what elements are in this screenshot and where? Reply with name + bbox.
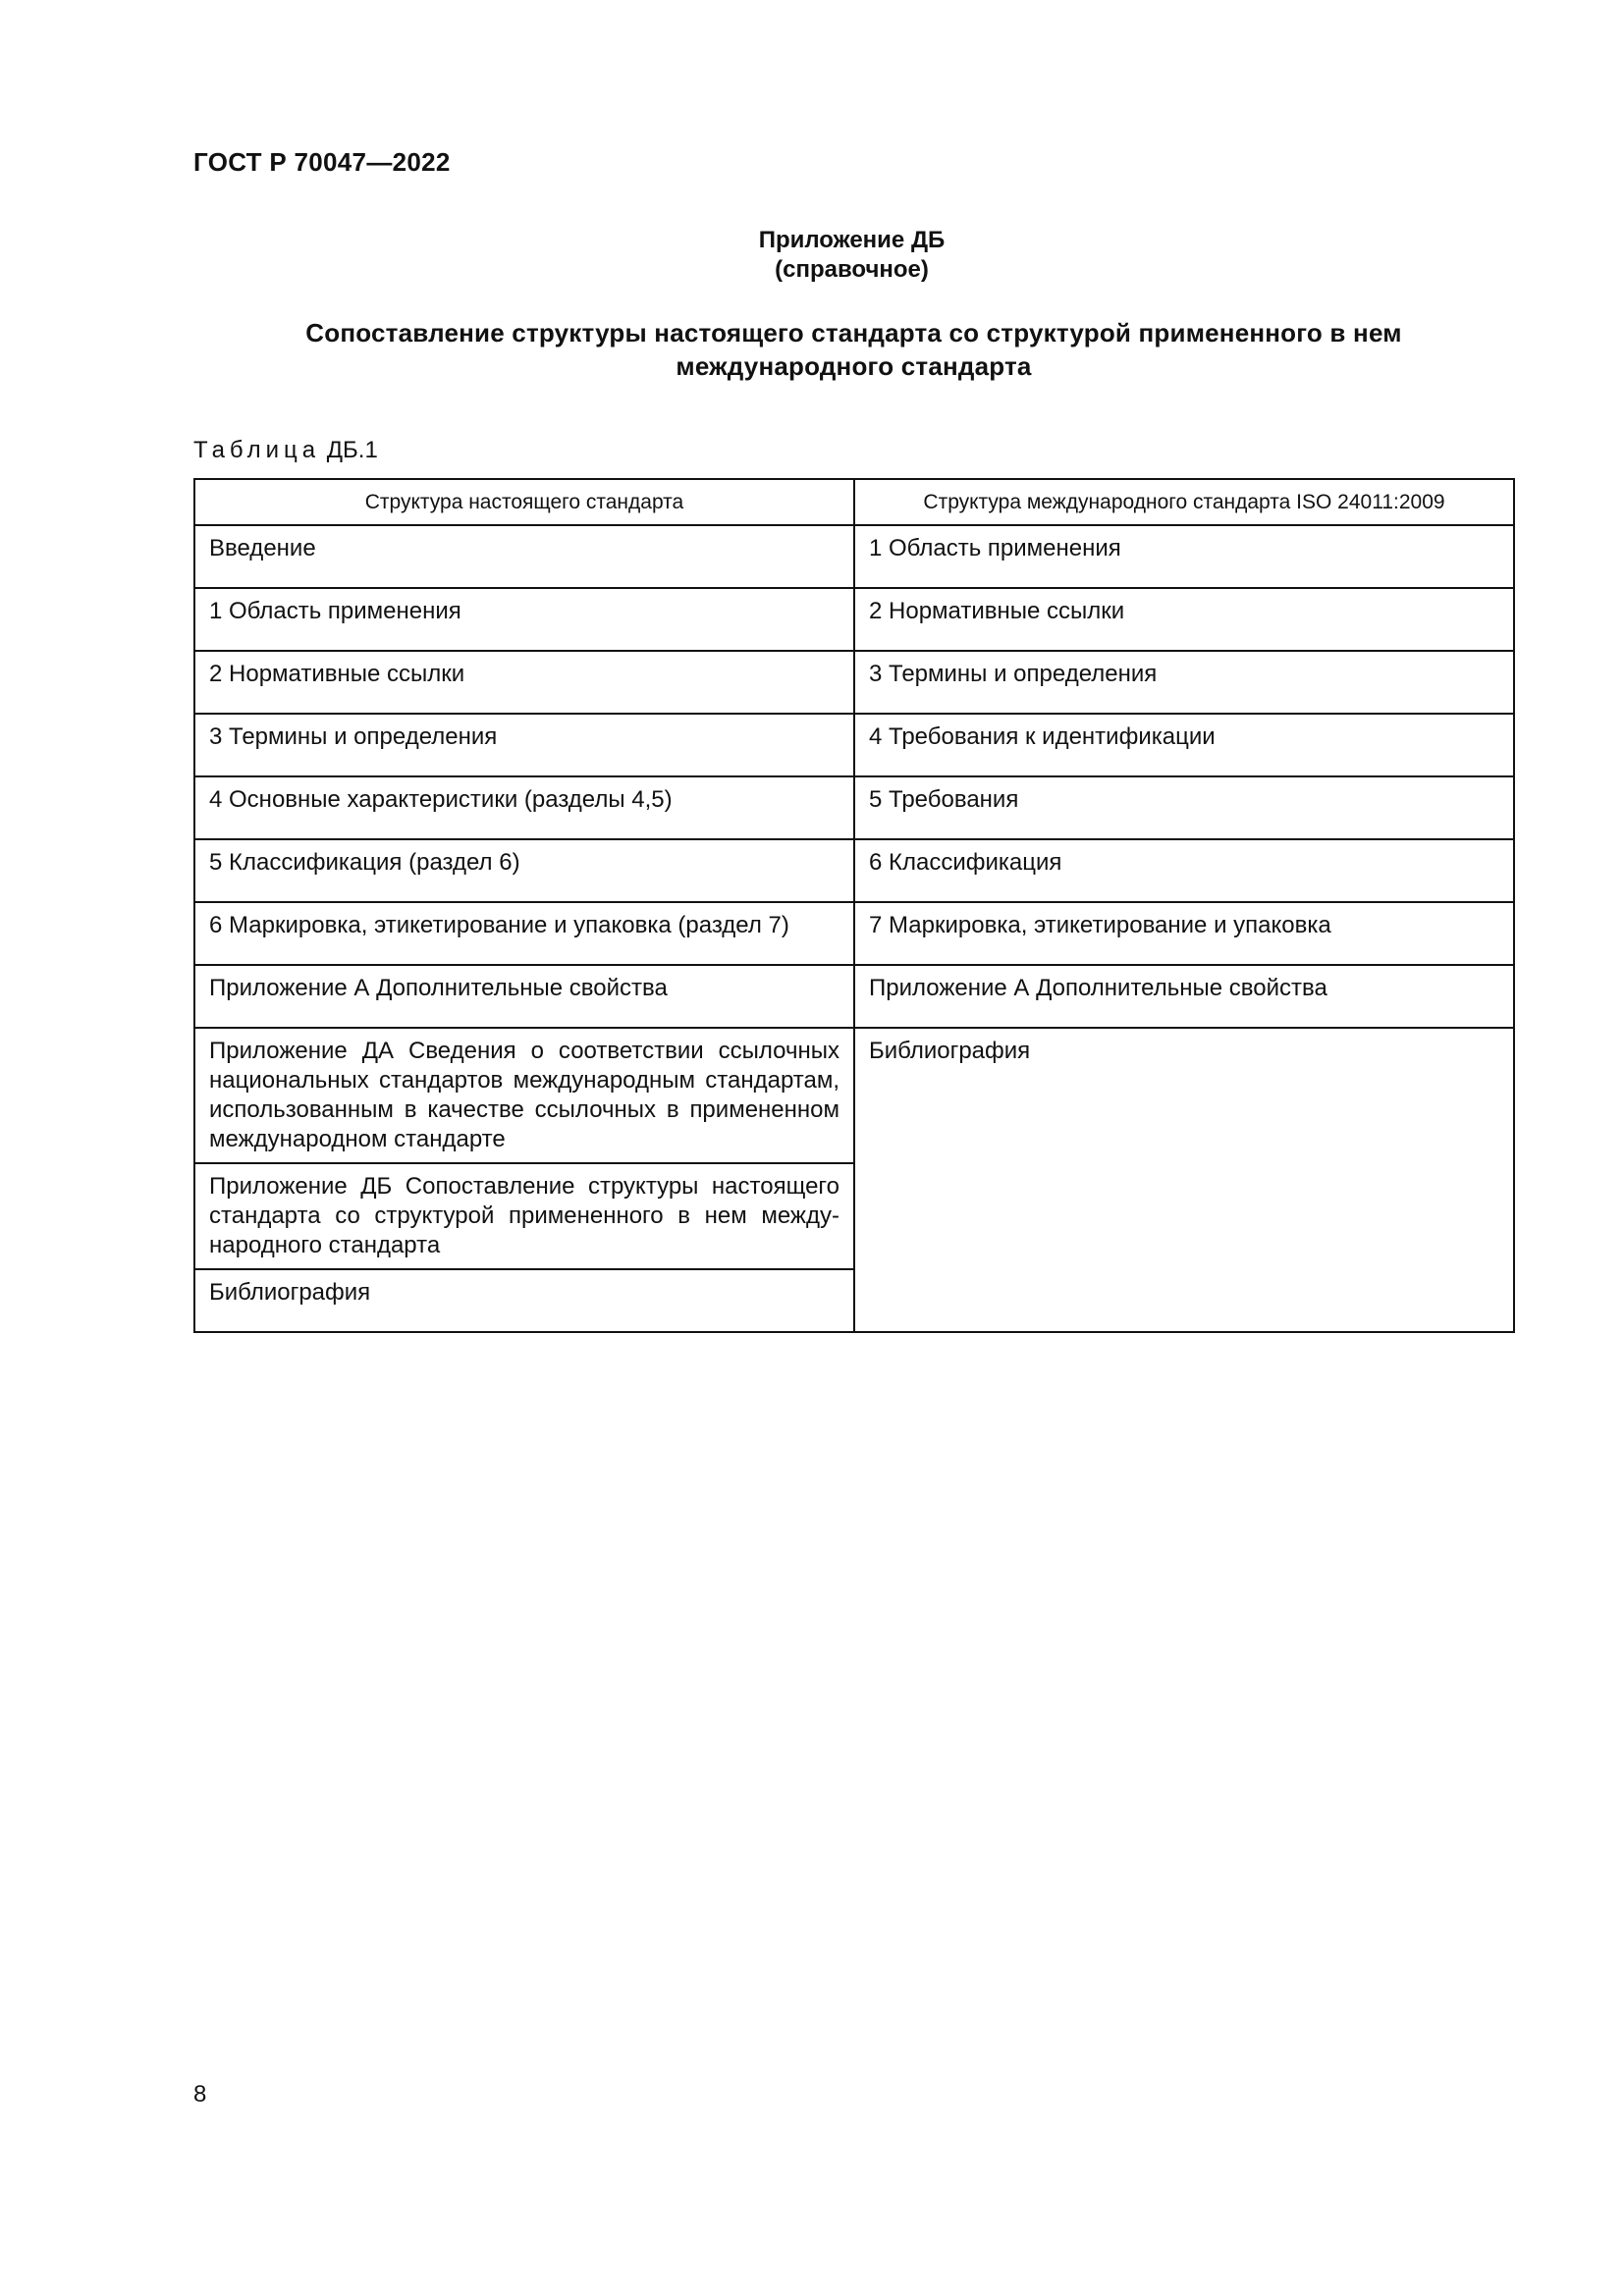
national-section: Библиография — [194, 1269, 854, 1332]
table-row — [194, 1028, 1514, 1163]
table-row — [194, 776, 1514, 839]
national-section: 3 Термины и определения — [194, 714, 854, 776]
international-section: 3 Термины и определения — [854, 651, 1514, 714]
table-row — [194, 965, 1514, 1028]
table-caption-word: Таблица — [193, 437, 321, 463]
column-header-international: Структура международного стандарта ISO 24011:2009 — [854, 479, 1514, 525]
international-section: Библиография — [854, 1028, 1514, 1332]
table-caption — [193, 437, 378, 464]
international-section: Приложение А Дополнительные свойства — [854, 965, 1514, 1028]
structure-comparison-table — [193, 478, 1515, 1333]
column-header-national: Структура настоящего стандарта — [194, 479, 854, 525]
table-row — [194, 714, 1514, 776]
international-section: 1 Область применения — [854, 525, 1514, 588]
heading-line-1: Сопоставление структуры настоящего стандарта со структурой примененного в нем — [305, 318, 1402, 347]
table-row — [194, 839, 1514, 902]
national-section: Введение — [194, 525, 854, 588]
international-section: 7 Маркировка, этикетирование и упаковка — [854, 902, 1514, 965]
national-section: Приложение ДА Сведения о соответствии ссылочных национальных стандартов международным стандартам, использованным в качестве ссылочных в примененном международном стандарте — [194, 1028, 854, 1163]
international-section: 2 Нормативные ссылки — [854, 588, 1514, 651]
national-section: 4 Основные характеристики (разделы 4,5) — [194, 776, 854, 839]
page-number: 8 — [193, 2081, 207, 2108]
table-row — [194, 588, 1514, 651]
national-section: 6 Маркировка, этикетирование и упаковка (раздел 7) — [194, 902, 854, 965]
table-caption-number: ДБ.1 — [326, 437, 378, 463]
appendix-heading — [193, 316, 1514, 383]
international-section: 6 Классификация — [854, 839, 1514, 902]
table-header-row — [194, 479, 1514, 525]
national-section: Приложение А Дополнительные свойства — [194, 965, 854, 1028]
national-section: 5 Классификация (раздел 6) — [194, 839, 854, 902]
appendix-status: (справочное) — [775, 256, 929, 283]
document-code: ГОСТ Р 70047—2022 — [193, 147, 451, 177]
international-section: 5 Требования — [854, 776, 1514, 839]
international-section: 4 Требования к идентификации — [854, 714, 1514, 776]
appendix-label: Приложение ДБ — [758, 227, 946, 253]
heading-line-2: международного стандарта — [676, 351, 1032, 381]
table-row — [194, 525, 1514, 588]
table-row — [194, 651, 1514, 714]
national-section: 2 Нормативные ссылки — [194, 651, 854, 714]
national-section: Приложение ДБ Сопоставление структуры настоящего стандарта со структурой примененного в нем международного стандарта — [194, 1163, 854, 1269]
appendix-title — [0, 226, 1624, 285]
national-section: 1 Область применения — [194, 588, 854, 651]
table-row — [194, 902, 1514, 965]
